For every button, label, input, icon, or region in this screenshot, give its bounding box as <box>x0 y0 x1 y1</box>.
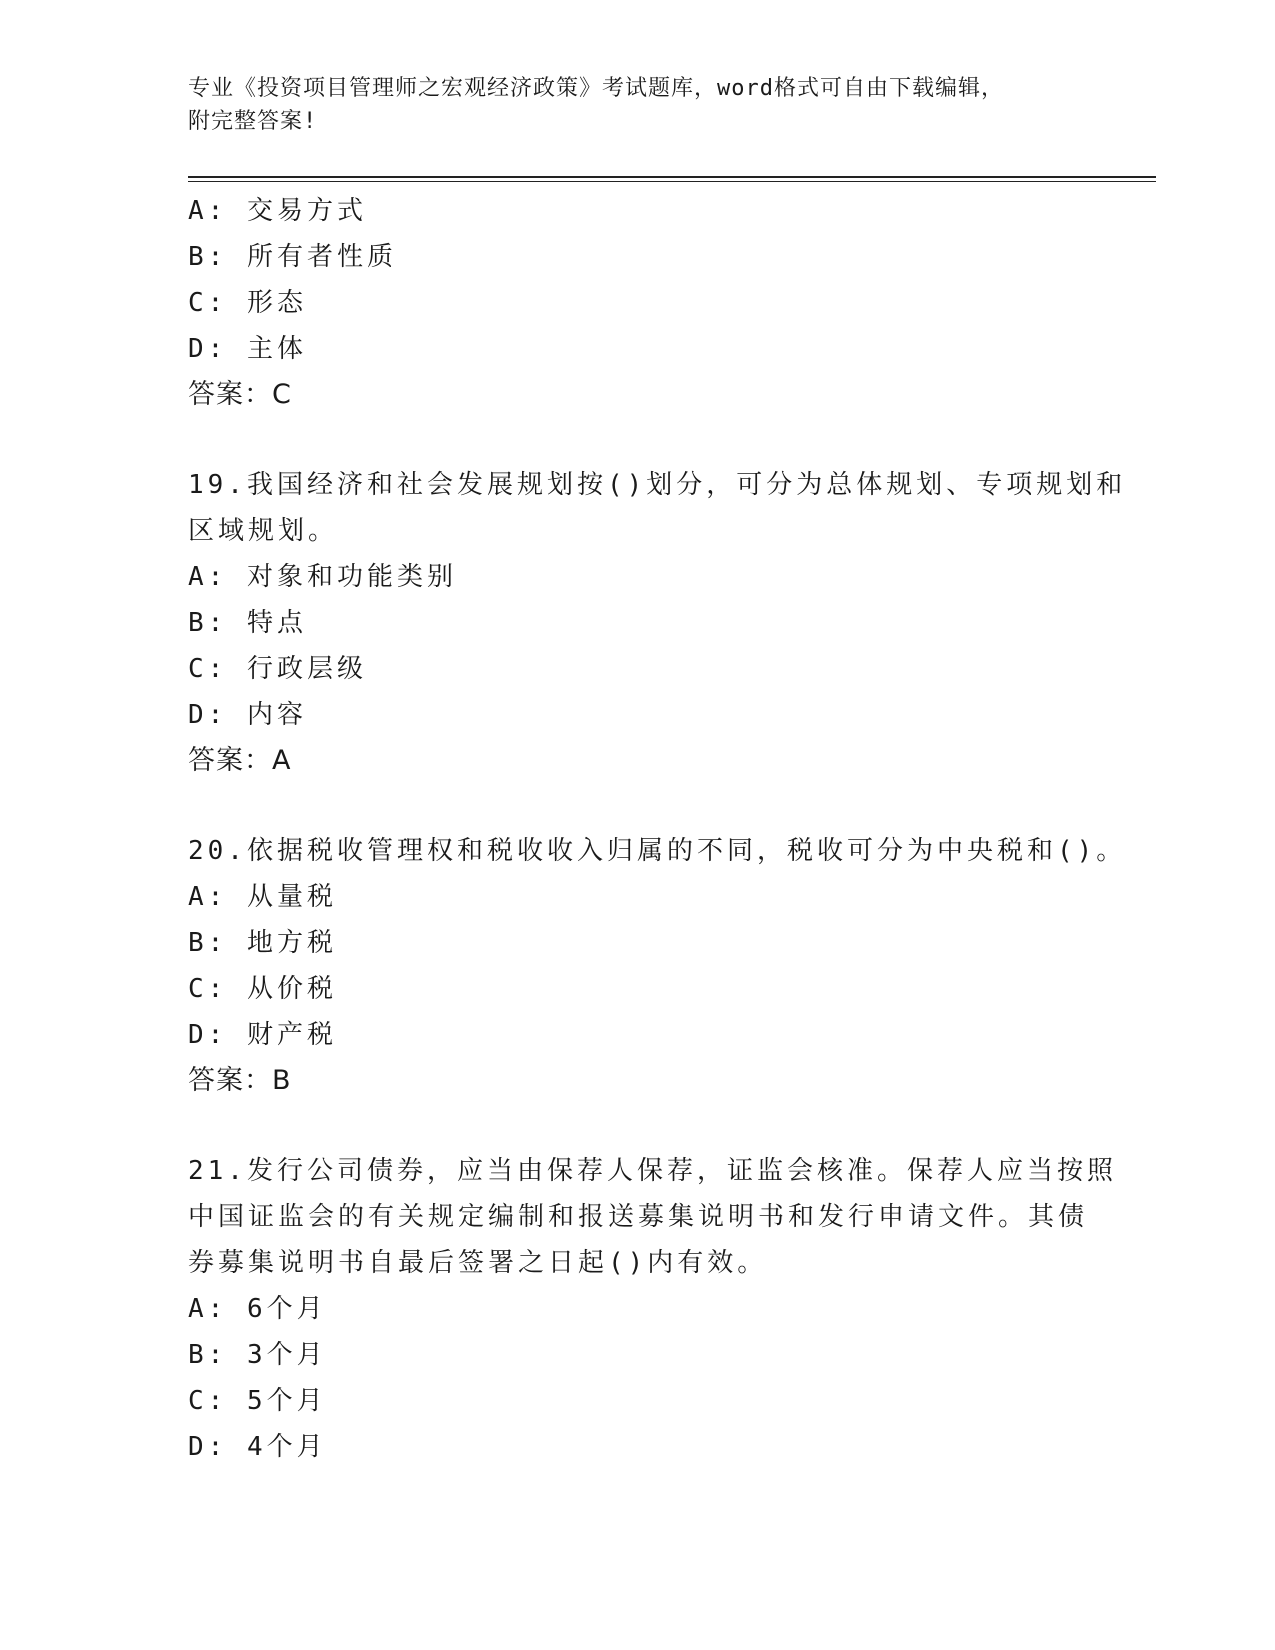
spacer <box>188 1104 1088 1148</box>
question-18-tail <box>188 188 1088 418</box>
question-20 <box>188 828 1127 1104</box>
header-divider <box>188 176 1156 182</box>
option-d: D: 4个月 <box>188 1432 327 1462</box>
spacer <box>188 418 1088 462</box>
option-a: A: 6个月 <box>188 1294 327 1324</box>
answer: 答案：C <box>188 379 292 410</box>
question-text-line: 券募集说明书自最后签署之日起()内有效。 <box>188 1248 768 1278</box>
spacer <box>188 784 1088 828</box>
document-header <box>188 72 1088 138</box>
option-d: D: 内容 <box>188 700 307 730</box>
question-text-line: 19.我国经济和社会发展规划按()划分，可分为总体规划、专项规划和 <box>188 470 1127 500</box>
header-line-1: 专业《投资项目管理师之宏观经济政策》考试题库，word格式可自由下载编辑， <box>188 76 1004 101</box>
question-text-line: 中国证监会的有关规定编制和报送募集说明书和发行申请文件。其债 <box>188 1202 1089 1232</box>
question-21 <box>188 1148 1117 1470</box>
option-b: B: 3个月 <box>188 1340 327 1370</box>
question-text-line: 区域规划。 <box>188 516 339 546</box>
option-a: A: 交易方式 <box>188 196 367 226</box>
header-line-2: 附完整答案! <box>188 109 318 134</box>
option-a: A: 对象和功能类别 <box>188 562 457 592</box>
answer: 答案：B <box>188 1065 292 1096</box>
option-c: C: 5个月 <box>188 1386 327 1416</box>
question-19 <box>188 462 1127 784</box>
option-a: A: 从量税 <box>188 882 337 912</box>
option-b: B: 地方税 <box>188 928 337 958</box>
question-list <box>188 188 1127 1470</box>
option-d: D: 财产税 <box>188 1020 337 1050</box>
option-c: C: 从价税 <box>188 974 337 1004</box>
option-d: D: 主体 <box>188 334 307 364</box>
answer: 答案：A <box>188 745 292 776</box>
option-c: C: 形态 <box>188 288 307 318</box>
question-text-line: 20.依据税收管理权和税收收入归属的不同，税收可分为中央税和()。 <box>188 836 1127 866</box>
question-text-line: 21.发行公司债券，应当由保荐人保荐，证监会核准。保荐人应当按照 <box>188 1156 1117 1186</box>
option-c: C: 行政层级 <box>188 654 367 684</box>
option-b: B: 所有者性质 <box>188 242 397 272</box>
option-b: B: 特点 <box>188 608 307 638</box>
